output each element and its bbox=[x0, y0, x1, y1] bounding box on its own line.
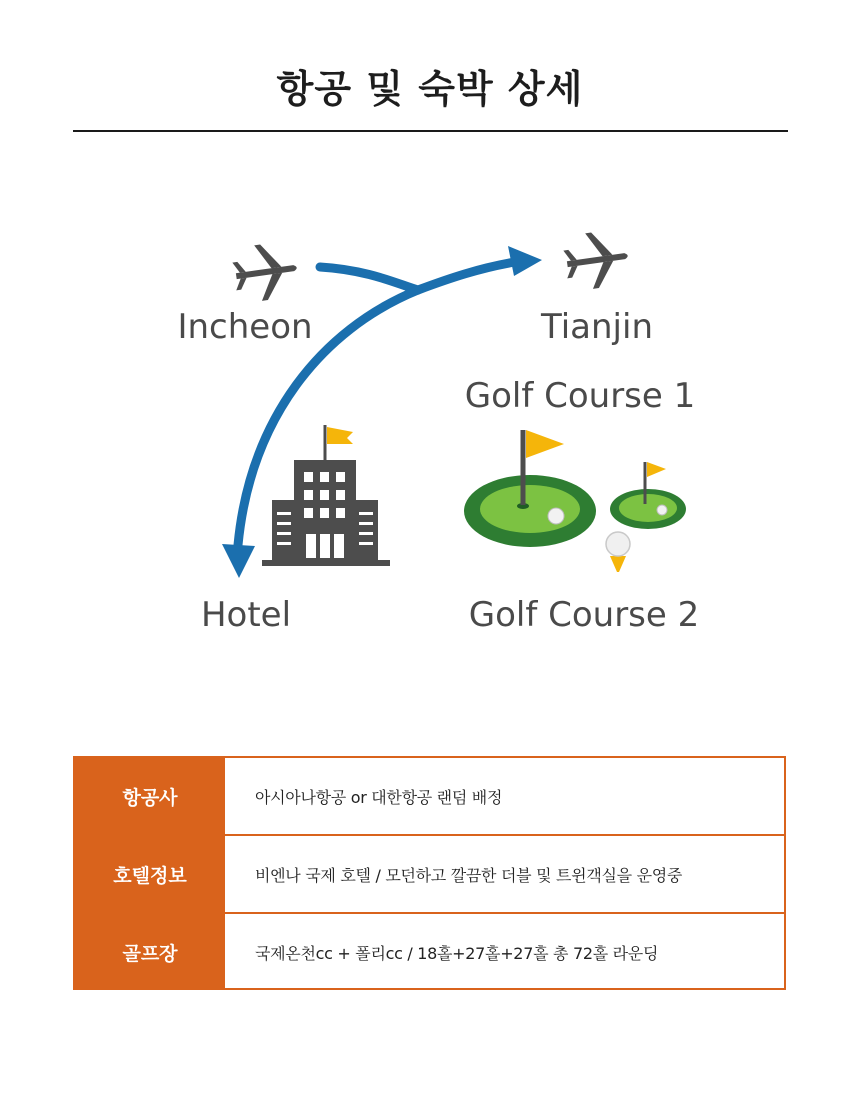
airline-value: 아시아나항공 or 대한항공 랜덤 배정 bbox=[255, 787, 503, 807]
hotel-building-icon bbox=[262, 425, 390, 566]
airline-label: 항공사 bbox=[75, 758, 225, 834]
golf-course-value: 국제온천cc + 폴리cc / 18홀+27홀+27홀 총 72홀 라운딩 bbox=[255, 943, 659, 963]
hotel-info-value: 비엔나 국제 호텔 / 모던하고 깔끔한 더블 및 트윈객실을 운영중 bbox=[255, 865, 683, 885]
table-row bbox=[75, 912, 784, 990]
golf-green-icon-small bbox=[610, 462, 686, 529]
golf-green-icon-large bbox=[464, 430, 596, 547]
golf-course-2-label: Golf Course 2 bbox=[468, 595, 700, 635]
plane-icon-incheon bbox=[230, 240, 300, 304]
hotel-info-label: 호텔정보 bbox=[75, 836, 225, 912]
travel-route-diagram bbox=[0, 160, 860, 700]
golf-course-1-label: Golf Course 1 bbox=[464, 376, 696, 416]
table-row bbox=[75, 758, 784, 834]
plane-icon-tianjin bbox=[561, 228, 631, 292]
golf-ball-tee-icon bbox=[606, 532, 630, 572]
tianjin-arrowhead bbox=[508, 246, 542, 276]
page-title: 항공 및 숙박 상세 bbox=[276, 67, 584, 111]
hotel-label: Hotel bbox=[200, 595, 292, 635]
hotel-arrowhead bbox=[222, 544, 255, 578]
destination-label: Tianjin bbox=[541, 307, 653, 347]
table-row bbox=[75, 834, 784, 912]
origin-label: Incheon bbox=[177, 307, 313, 347]
title-divider bbox=[73, 130, 788, 132]
golf-course-label: 골프장 bbox=[75, 914, 225, 990]
travel-details-table bbox=[73, 756, 786, 990]
